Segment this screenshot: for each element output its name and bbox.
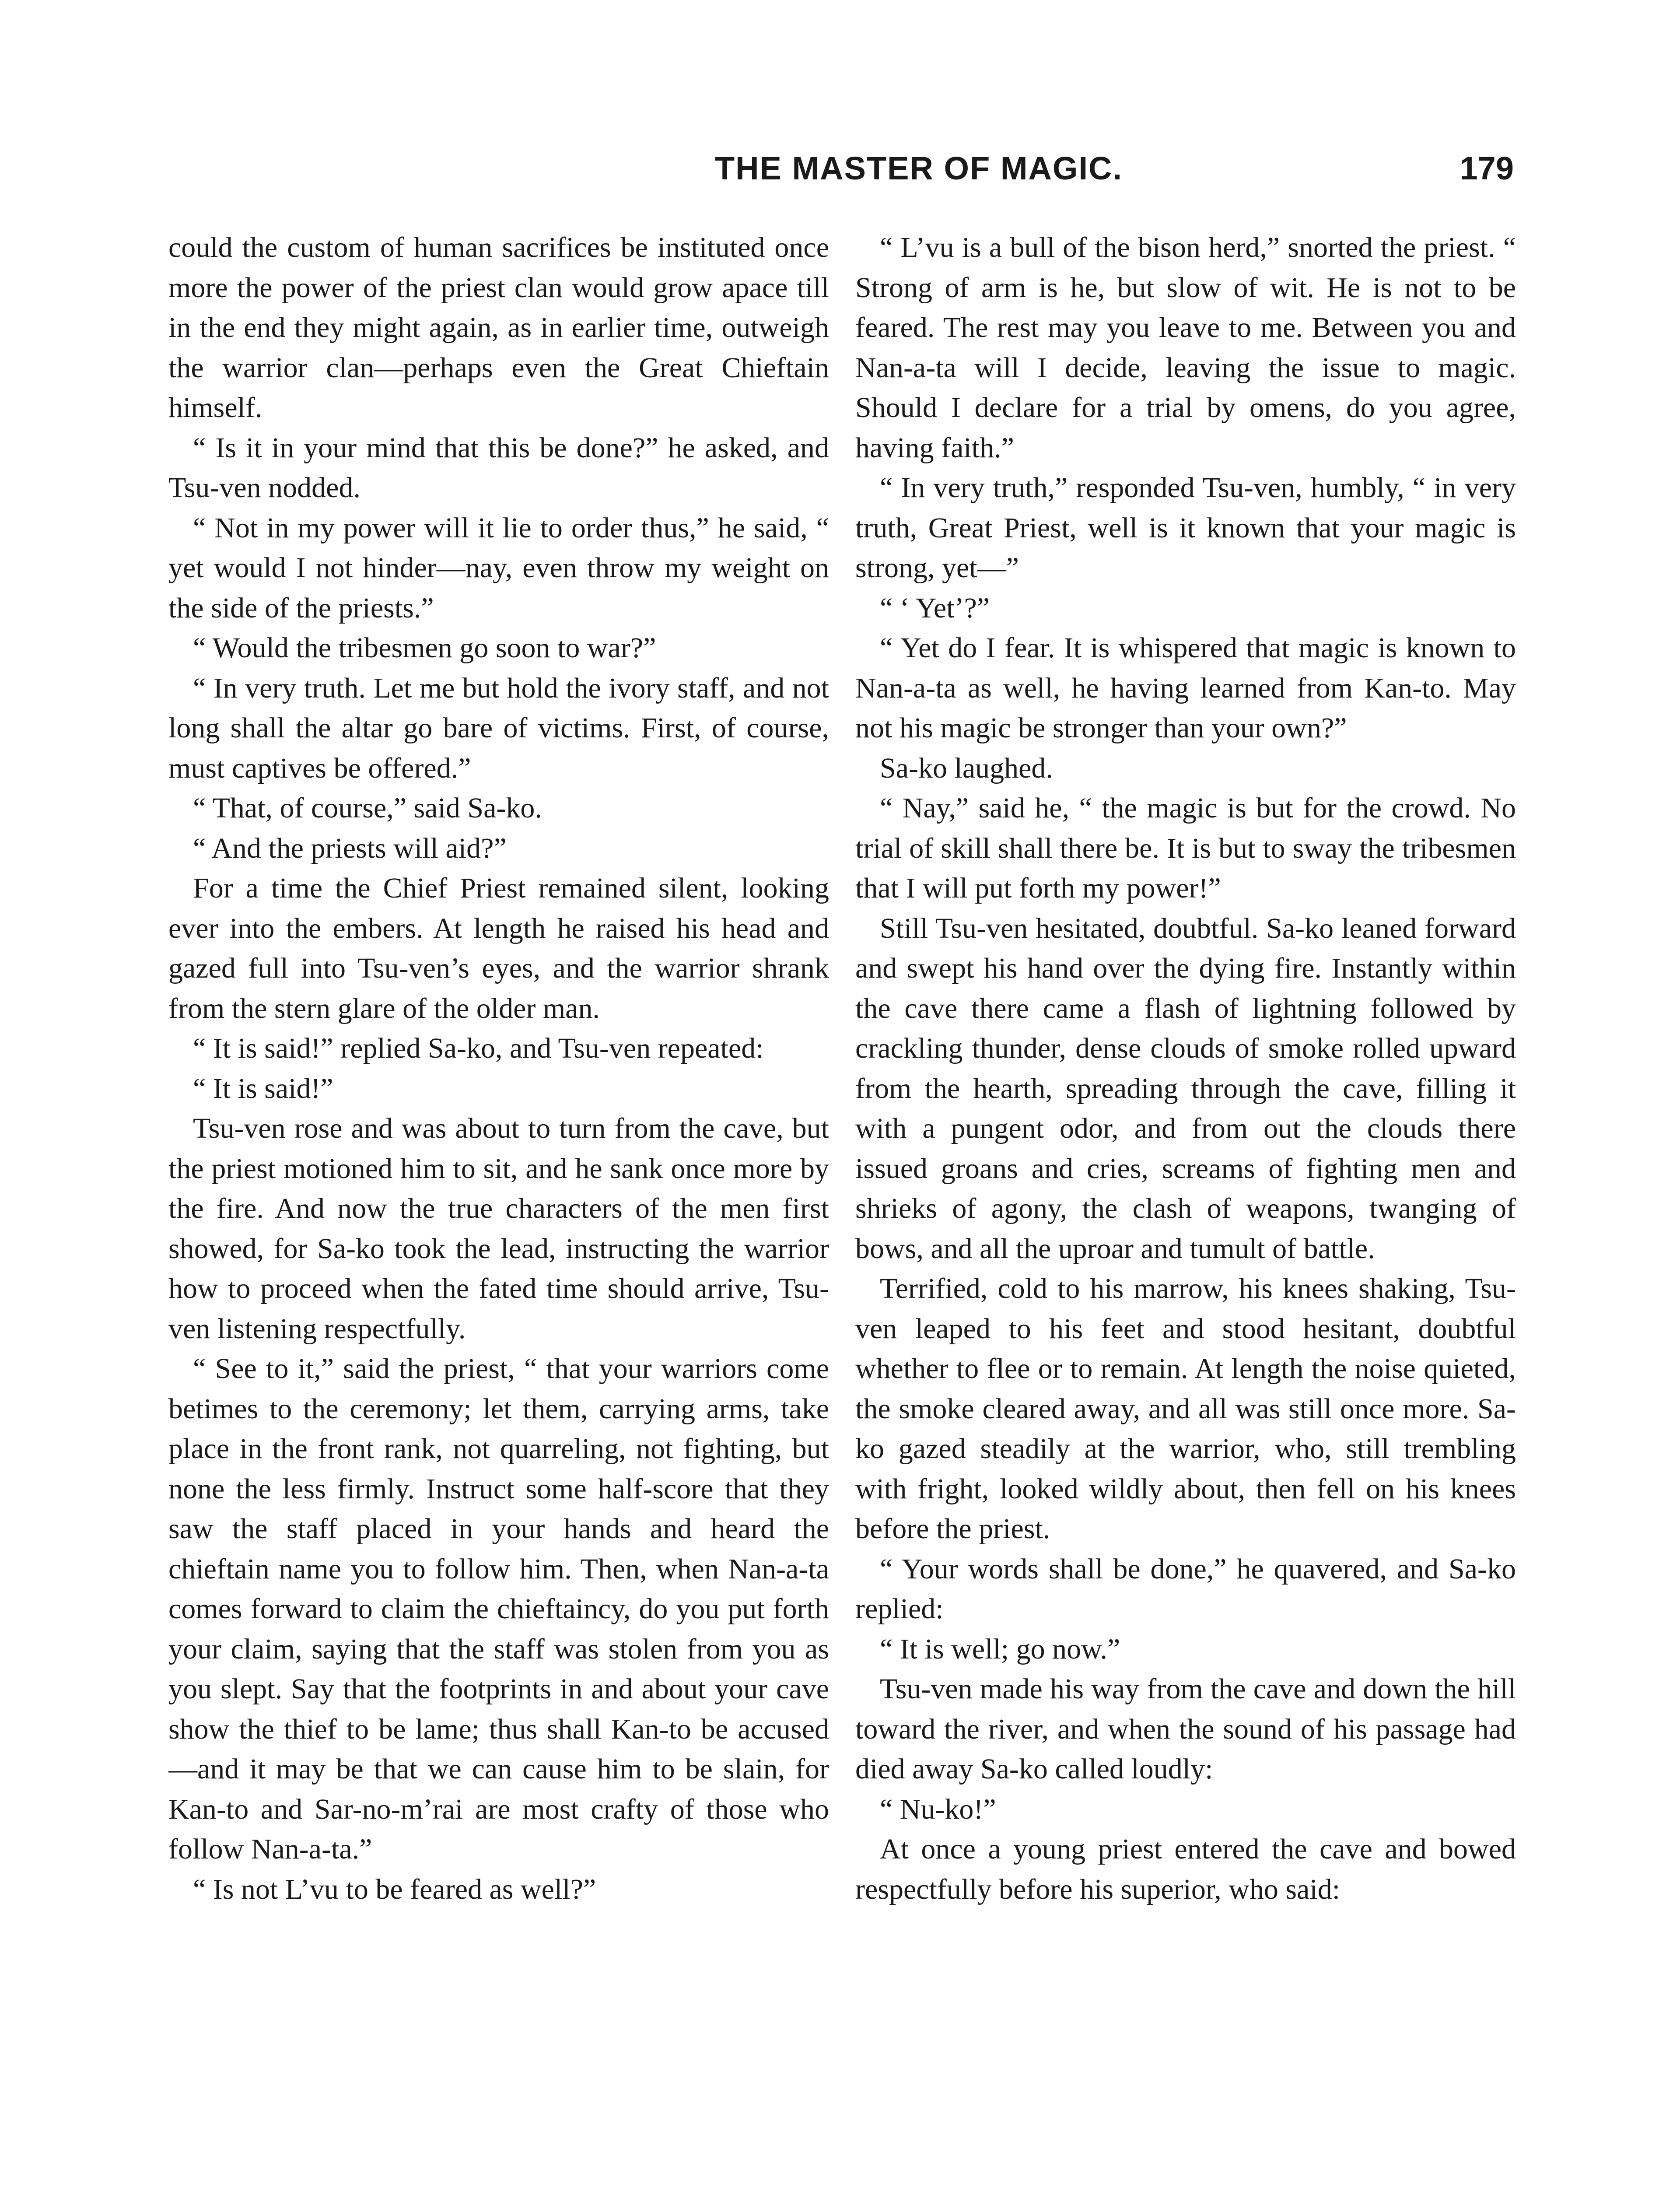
paragraph: “ In very truth,” responded Tsu-ven, humbly, “ in very truth, Great Priest, well is it known that your magic is strong, yet—”: [855, 472, 1516, 584]
paragraph: “ And the priests will aid?”: [193, 832, 507, 864]
right-text-column: [855, 228, 1516, 2188]
paragraph: “ Nu-ko!”: [880, 1793, 996, 1825]
paragraph: “ It is said!”: [193, 1072, 333, 1105]
paragraph: “ It is well; go now.”: [880, 1633, 1120, 1665]
running-title: THE MASTER OF MAGIC.: [714, 150, 1123, 186]
paragraph: For a time the Chief Priest remained silent, looking ever into the embers. At length he raised his head and gazed full into Tsu-ven’s eyes, and the warrior shrank from the stern glare of the older man.: [168, 872, 829, 1024]
left-text-column: [168, 228, 829, 2188]
paragraph: “ Your words shall be done,” he quavered, and Sa-ko replied:: [855, 1553, 1516, 1625]
paragraph: “ Nay,” said he, “ the magic is but for the crowd. No trial of skill shall there be. It is but to sway the tribesmen that I will put forth my power!”: [855, 792, 1516, 904]
paragraph: Terrified, cold to his marrow, his knees shaking, Tsu-ven leaped to his feet and stood hesitant, doubtful whether to flee or to remain. At length the noise quieted, the smoke cleared away, and all was still once more. Sa-ko gazed steadily at the warrior, who, still trembling with fright, looked wildly about, then fell on his knees before the priest.: [855, 1273, 1516, 1545]
paragraph: “ Would the tribesmen go soon to war?”: [193, 632, 656, 664]
paragraph: “ It is said!” replied Sa-ko, and Tsu-ven repeated:: [193, 1032, 764, 1064]
paragraph: “ Is it in your mind that this be done?” he asked, and Tsu-ven nodded.: [168, 431, 829, 504]
paragraph: “ Not in my power will it lie to order thus,” he said, “ yet would I not hinder—nay, even throw my weight on the side of the priests.”: [168, 512, 829, 624]
paragraph: Sa-ko laughed.: [880, 752, 1053, 784]
paragraph: “ Is not L’vu to be feared as well?”: [193, 1873, 596, 1905]
paragraph: “ That, of course,” said Sa-ko.: [193, 792, 542, 824]
paragraph: “ ‘ Yet’?”: [880, 592, 990, 624]
paragraph: “ Yet do I fear. It is whispered that magic is known to Nan-a-ta as well, he having learned from Kan-to. May not his magic be stronger than your own?”: [855, 632, 1516, 744]
paragraph: “ L’vu is a bull of the bison herd,” snorted the priest. “ Strong of arm is he, but slow of wit. He is not to be feared. The rest may you leave to me. Between you and Nan-a-ta will I decide, leaving the issue to magic. Should I declare for a trial by omens, do you agree, having faith.”: [855, 231, 1516, 464]
paragraph: Still Tsu-ven hesitated, doubtful. Sa-ko leaned forward and swept his hand over the dying fire. Instantly within the cave there came a flash of lightning followed by crackling thunder, dense clouds of smoke rolled upward from the hearth, spreading through the cave, filling it with a pungent odor, and from out the clouds there issued groans and cries, screams of fighting men and shrieks of agony, the clash of weapons, twanging of bows, and all the uproar and tumult of battle.: [855, 912, 1516, 1265]
page-header: [166, 144, 1514, 201]
paragraph: “ See to it,” said the priest, “ that your warriors come betimes to the ceremony; let them, carrying arms, take place in the front rank, not quarreling, not fighting, but none the less firmly. Instruct some half-score that they saw the staff placed in your hands and heard the chieftain name you to follow him. Then, when Nan-a-ta comes forward to claim the chieftaincy, do you put forth your claim, saying that the staff was stolen from you as you slept. Say that the footprints in and about your cave show the thief to be lame; thus shall Kan-to be accused—and it may be that we can cause him to be slain, for Kan-to and Sar-no-m’rai are most crafty of those who follow Nan-a-ta.”: [168, 1353, 829, 1865]
paragraph: “ In very truth. Let me but hold the ivory staff, and not long shall the altar go bare of victims. First, of course, must captives be offered.”: [168, 672, 829, 784]
paragraph: could the custom of human sacrifices be instituted once more the power of the priest clan would grow apace till in the end they might again, as in earlier time, outweigh the warrior clan—perhaps even the Great Chieftain himself.: [168, 231, 829, 424]
paragraph: Tsu-ven made his way from the cave and down the hill toward the river, and when the sound of his passage had died away Sa-ko called loudly:: [855, 1673, 1516, 1785]
paragraph: At once a young priest entered the cave and bowed respectfully before his superior, who said:: [855, 1833, 1516, 1905]
page-number: 179: [1460, 150, 1514, 186]
paragraph: Tsu-ven rose and was about to turn from the cave, but the priest motioned him to sit, and he sank once more by the fire. And now the true characters of the men first showed, for Sa-ko took the lead, instructing the warrior how to proceed when the fated time should arrive, Tsu-ven listening respectfully.: [168, 1112, 829, 1345]
